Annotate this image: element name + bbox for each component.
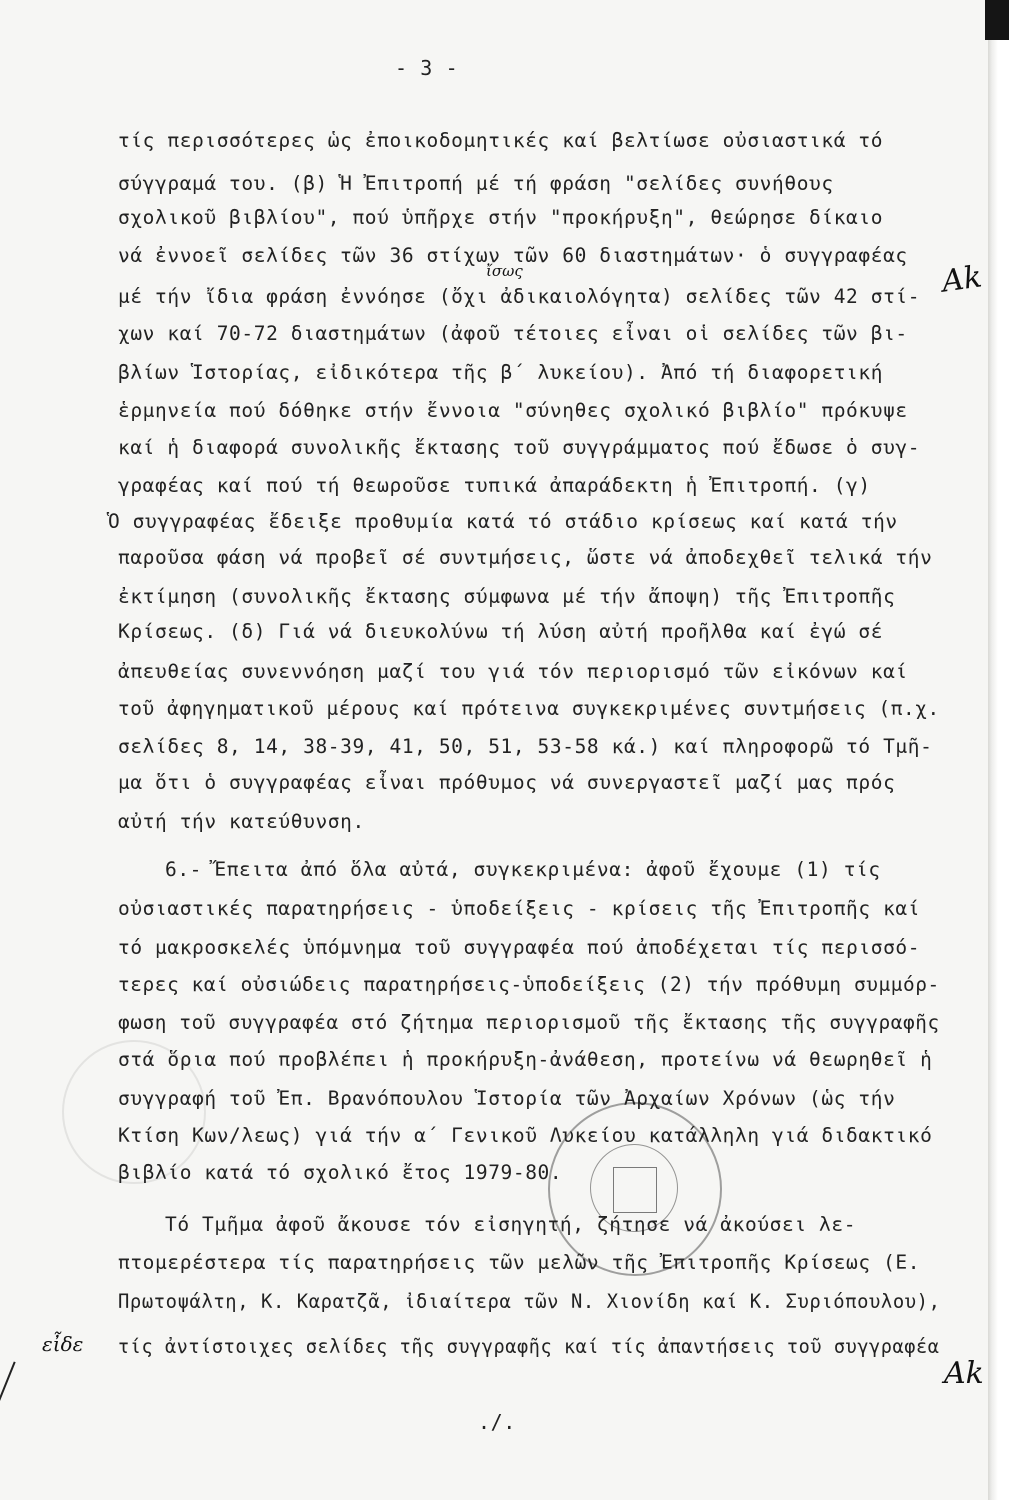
text-line-13: ἐκτίμηση (συνολικῆς ἔκτασης σύμφωνα μέ τήν ἄποψη) τῆς Ἐπιτροπῆς [118,585,896,608]
text-line-16: τοῦ ἀφηγηματικοῦ μέρους καί πρότεινα συγκεκριμένες συντμήσεις (π.χ. [118,697,940,720]
text-line-2: σύγγραμά του. (β) Ἡ Ἐπιτροπή μέ τή φράση "σελίδες συνήθους [118,172,834,195]
text-line-11: Ὁ συγγραφέας ἔδειξε προθυμία κατά τό στάδιο κρίσεως καί κατά τήν [108,510,898,533]
text-line-23: τερες καί οὐσιώδεις παρατηρήσεις-ὑποδείξεις (2) τήν πρόθυμη συμμόρ- [118,973,940,996]
text-line-32: τίς ἀντίστοιχες σελίδες τῆς συγγραφῆς καί τίς ἀπαντήσεις τοῦ συγγραφέα [118,1335,940,1358]
text-line-30: πτομερέστερα τίς παρατηρήσεις τῶν μελῶν τῆς Ἐπιτροπῆς Κρίσεως (Ε. [118,1251,921,1274]
text-line-5: μέ τήν ἴδια φράση ἐννόησε (ὄχι ἀδικαιολόγητα) σελίδες τῶν 42 στί- [118,285,921,308]
margin-note-left: εἶδε [42,1332,84,1356]
text-line-10: γραφέας καί πού τή θεωροῦσε τυπικά ἀπαράδεκτη ἡ Ἐπιτροπή. (γ) [118,474,871,497]
handwritten-insertion: ἴσως [486,262,523,280]
text-line-17: σελίδες 8, 14, 38-39, 41, 50, 51, 53-58 κά.) καί πληροφορῶ τό Τμῆ- [118,735,933,758]
text-line-15: ἀπευθείας συνεννόηση μαζί του γιά τόν περιορισμό τῶν εἰκόνων καί [118,660,908,683]
scan-shadow [985,0,1009,40]
text-line-26: συγγραφή τοῦ Ἐπ. Βρανόπουλου Ἱστορία τῶν Ἀρχαίων Χρόνων (ὡς τήν [118,1087,896,1110]
text-line-28: βιβλίο κατά τό σχολικό ἔτος 1979-80. [118,1161,563,1184]
margin-initials-bottom: Ak [944,1356,984,1391]
text-line-18: μα ὅτι ὁ συγγραφέας εἶναι πρόθυμος νά συνεργαστεῖ μαζί μας πρός [118,771,896,794]
margin-initials-top: Ak [939,259,985,300]
text-line-12: παροῦσα φάση νά προβεῖ σέ συντμήσεις, ὥστε νά ἀποδεχθεῖ τελικά τήν [118,546,933,569]
text-line-24: φωση τοῦ συγγραφέα στό ζήτημα περιορισμοῦ τῆς ἔκτασης τῆς συγγραφῆς [118,1011,940,1034]
text-line-31: Πρωτοψάλτη, Κ. Καρατζᾶ, ἰδιαίτερα τῶν Ν. Χιονίδη καί Κ. Συριόπουλου), [118,1290,941,1313]
text-line-8: ἑρμηνεία πού δόθηκε στήν ἔννοια "σύνηθες σχολικό βιβλίο" πρόκυψε [118,399,908,422]
text-line-19: αὐτή τήν κατεύθυνση. [118,810,365,833]
margin-mark [0,1362,16,1411]
text-line-6: χων καί 70-72 διαστημάτων (ἀφοῦ τέτοιες εἶναι οἱ σελίδες τῶν βι- [118,322,908,345]
paper-edge [988,0,1009,1500]
text-line-22: τό μακροσκελές ὑπόμνημα τοῦ συγγραφέα πού ἀποδέχεται τίς περισσό- [118,936,921,959]
seal-emblem-icon [613,1167,657,1213]
text-line-25: στά ὅρια πού προβλέπει ἡ προκήρυξη-ἀνάθεση, προτείνω νά θεωρηθεῖ ἡ [118,1048,933,1071]
text-line-7: βλίων Ἱστορίας, εἰδικότερα τῆς β΄ λυκείου). Ἀπό τή διαφορετική [118,361,884,384]
text-line-9: καί ἡ διαφορά συνολικῆς ἔκτασης τοῦ συγγράμματος πού ἔδωσε ὁ συγ- [118,436,921,459]
text-line-1: τίς περισσότερες ὡς ἐποικοδομητικές καί βελτίωσε οὐσιαστικά τό [118,129,884,152]
text-line-3: σχολικοῦ βιβλίου", πού ὑπῆρχε στήν "προκήρυξη", θεώρησε δίκαιο [118,206,884,229]
text-line-20: 6.- Ἔπειτα ἀπό ὅλα αὐτά, συγκεκριμένα: ἀφοῦ ἔχουμε (1) τίς [165,858,881,881]
page-number: - 3 - [395,56,459,80]
text-line-29: Τό Τμῆμα ἀφοῦ ἄκουσε τόν εἰσηγητή, ζήτησε νά ἀκούσει λε- [165,1213,857,1236]
continuation-mark: ./. [478,1410,516,1434]
text-line-14: Κρίσεως. (δ) Γιά νά διευκολύνω τή λύση αὐτή προῆλθα καί ἐγώ σέ [118,620,884,643]
text-line-27: Κτίση Κων/λεως) γιά τήν α΄ Γενικοῦ Λυκείου κατάλληλη γιά διδακτικό [118,1124,933,1147]
text-line-21: οὐσιαστικές παρατηρήσεις - ὑποδείξεις - κρίσεις τῆς Ἐπιτροπῆς καί [118,897,921,920]
text-line-4: νά ἐννοεῖ σελίδες τῶν 36 στίχων τῶν 60 διαστημάτων· ὁ συγγραφέας [118,244,908,267]
